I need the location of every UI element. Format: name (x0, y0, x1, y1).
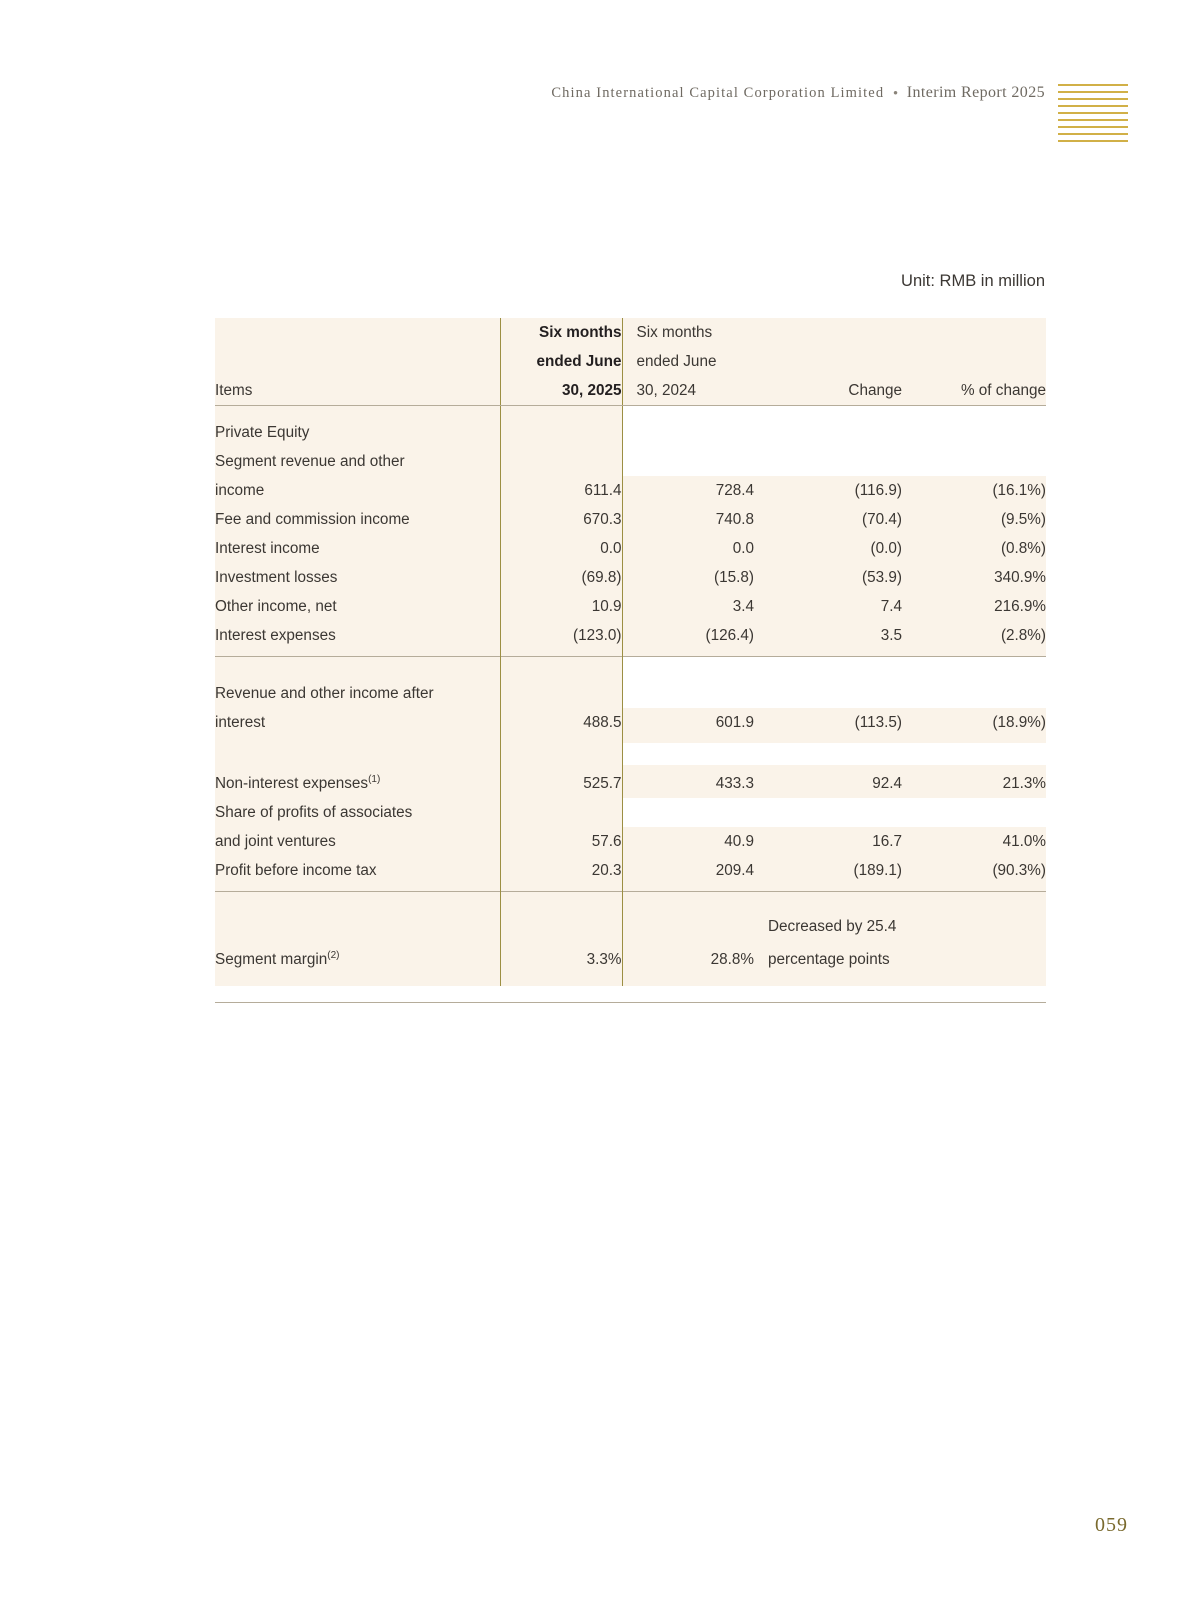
page-number: 059 (1095, 1514, 1128, 1536)
row-change (754, 798, 902, 827)
row-current (500, 406, 622, 448)
row-previous (622, 406, 754, 448)
header-current-line3: 30, 2025 (500, 376, 622, 406)
header-previous-line2: ended June (636, 353, 717, 370)
header-stripes-decoration (1058, 84, 1128, 138)
row-previous: 728.4 (715, 482, 754, 499)
row-previous: 3.4 (732, 598, 754, 615)
row-pct: (16.1%) (992, 482, 1046, 499)
row-change: (189.1) (853, 862, 902, 880)
row-current: 0.0 (500, 534, 622, 563)
row-label (215, 941, 500, 986)
row-current (500, 798, 622, 827)
row-label-text: Segment margin (215, 951, 328, 969)
header-items-blank-2 (215, 347, 500, 376)
spacer-cell (215, 743, 500, 765)
header-previous-line1: Six months (636, 324, 713, 341)
row-change: (53.9) (862, 569, 902, 586)
row-pct: 41.0% (1002, 833, 1046, 851)
header-change-label: Change (754, 376, 902, 406)
header-items-label: Items (215, 376, 500, 406)
row-current: 525.7 (500, 765, 622, 798)
row-change: 7.4 (880, 598, 902, 615)
row-current: 20.3 (500, 856, 622, 892)
row-current: (123.0) (500, 621, 622, 657)
spacer-cell (215, 657, 500, 679)
row-change: (113.5) (854, 714, 902, 731)
table-row (215, 563, 1046, 592)
row-pct: 340.9% (994, 569, 1046, 586)
row-label: Private Equity (215, 424, 310, 441)
row-current: 3.3% (500, 941, 622, 986)
table-row (215, 406, 1046, 448)
row-label: Interest expenses (215, 627, 336, 644)
header-separator-dot: • (893, 85, 898, 100)
row-current: 611.4 (500, 476, 622, 505)
row-current: (69.8) (500, 563, 622, 592)
header-current-line1: Six months (500, 318, 622, 347)
financial-table-container (215, 318, 1046, 986)
table-row (215, 447, 1046, 476)
row-previous: 209.4 (715, 862, 754, 880)
table-spacer-row (215, 743, 1046, 765)
row-label: income (215, 482, 265, 499)
row-label: Investment losses (215, 569, 338, 586)
header-pct-blank-1 (902, 318, 1046, 347)
row-label-text: Non-interest expenses (215, 775, 369, 793)
row-current (500, 447, 622, 476)
spacer-cell (500, 743, 622, 765)
unit-caption: Unit: RMB in million (901, 272, 1045, 290)
row-change: (70.4) (862, 511, 902, 528)
spacer-cell (500, 892, 622, 941)
table-row (215, 476, 1046, 505)
header-previous-line3: 30, 2024 (622, 376, 754, 406)
spacer-cell (215, 892, 500, 941)
spacer-cell (500, 657, 622, 679)
row-change: (116.9) (854, 482, 902, 499)
table-row (215, 856, 1046, 892)
spacer-cell (902, 657, 1046, 679)
spacer-cell (902, 743, 1046, 765)
row-pct: 21.3% (1002, 775, 1046, 793)
row-label: Share of profits of associates (215, 804, 413, 822)
table-row (215, 621, 1046, 657)
spacer-cell (754, 743, 902, 765)
spacer-cell (622, 743, 754, 765)
row-previous: 433.3 (715, 775, 754, 793)
row-change (754, 679, 902, 708)
row-change: 92.4 (872, 775, 902, 793)
segment-financial-table (215, 318, 1046, 986)
header-pct-blank-2 (902, 347, 1046, 376)
row-change: 3.5 (880, 627, 902, 644)
spacer-cell (622, 892, 754, 941)
row-current: 10.9 (500, 592, 622, 621)
segment-margin-change-line1-row (215, 892, 1046, 941)
row-pct: (2.8%) (1000, 627, 1046, 644)
row-label: Profit before income tax (215, 862, 377, 880)
table-row (215, 505, 1046, 534)
row-pct: 216.9% (994, 598, 1046, 615)
table-row (215, 534, 1046, 563)
row-pct (902, 679, 1046, 708)
row-pct: (9.5%) (1000, 511, 1046, 528)
row-label: Other income, net (215, 598, 337, 615)
table-header-row-3 (215, 376, 1046, 406)
table-row (215, 941, 1046, 986)
header-items-blank (215, 318, 500, 347)
row-pct: (90.3%) (992, 862, 1046, 880)
table-row (215, 798, 1046, 827)
table-row (215, 592, 1046, 621)
row-label: and joint ventures (215, 833, 336, 851)
header-change-blank-2 (754, 347, 902, 376)
row-change (754, 406, 902, 448)
row-label (215, 765, 500, 798)
row-label: Segment revenue and other (215, 453, 405, 470)
row-current: 57.6 (500, 827, 622, 856)
row-footnote-marker: (2) (327, 950, 340, 962)
row-label: Interest income (215, 540, 320, 557)
table-header-row-1 (215, 318, 1046, 347)
row-change (754, 447, 902, 476)
row-previous: 0.0 (732, 540, 754, 557)
table-row (215, 765, 1046, 798)
table-bottom-rule (215, 1002, 1046, 1003)
table-row (215, 679, 1046, 708)
row-previous: (126.4) (705, 627, 754, 644)
row-current: 488.5 (500, 708, 622, 743)
spacer-cell (622, 657, 754, 679)
row-previous: 601.9 (715, 714, 754, 731)
row-footnote-marker: (1) (368, 774, 381, 785)
row-previous (622, 679, 754, 708)
segment-margin-change-line2: percentage points (768, 951, 890, 969)
row-pct: (18.9%) (992, 714, 1046, 731)
table-spacer-row (215, 657, 1046, 679)
table-row (215, 708, 1046, 743)
row-pct (902, 406, 1046, 448)
row-previous (622, 798, 754, 827)
row-change: 16.7 (872, 833, 902, 851)
table-header-row-2 (215, 347, 1046, 376)
row-change: (0.0) (870, 540, 902, 557)
row-previous: 40.9 (724, 833, 754, 851)
row-previous (622, 447, 754, 476)
row-current (500, 679, 622, 708)
row-label: Revenue and other income after (215, 685, 434, 702)
header-current-line2: ended June (500, 347, 622, 376)
row-previous: (15.8) (714, 569, 754, 586)
row-label: Fee and commission income (215, 511, 410, 528)
spacer-cell (754, 657, 902, 679)
row-previous: 740.8 (715, 511, 754, 528)
row-pct: (0.8%) (1000, 540, 1046, 557)
header-change-blank-1 (754, 318, 902, 347)
table-row (215, 827, 1046, 856)
header-report-title: Interim Report 2025 (906, 84, 1045, 101)
page-header (0, 84, 1190, 108)
row-pct (902, 447, 1046, 476)
row-previous: 28.8% (710, 951, 754, 969)
row-label: interest (215, 714, 266, 731)
row-current: 670.3 (500, 505, 622, 534)
header-pct-change-label: % of change (902, 376, 1046, 406)
header-company-name: China International Capital Corporation Limited (551, 85, 885, 101)
segment-margin-change-line1: Decreased by 25.4 (768, 918, 897, 936)
row-pct (902, 798, 1046, 827)
